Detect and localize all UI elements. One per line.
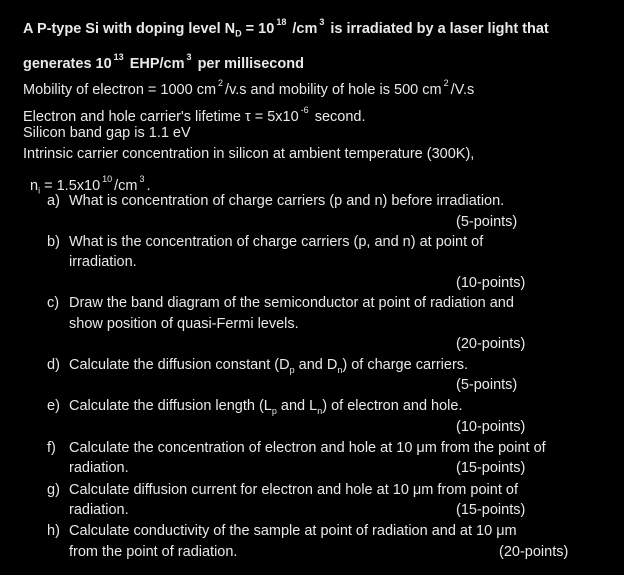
question-g: g) Calculate diffusion current for electron and hole at 10 μm from point of [47,482,518,498]
question-h: h) Calculate conductivity of the sample at point of radiation and at 10 μm [47,523,517,539]
question-g-cont: radiation. [69,502,129,518]
lifetime-given: Electron and hole carrier's lifetime τ = 5x10 $^{-6}$ second. [23,105,366,125]
question-g-points: (15-points) [456,502,526,518]
question-f-points: (15-points) [456,460,526,476]
mobility-given: Mobility of electron = 1000 cm $^2$ /v.s and mobility of hole is 500 cm $^2$ /V.s [23,78,475,98]
bandgap-given: Silicon band gap is 1.1 eV [23,125,191,141]
question-e: e) Calculate the diffusion length ($L_p$ and $L_n$) of electron and hole. [47,398,463,416]
question-h-points: (20-points) [499,544,569,560]
ni-value: $n_i = 1.5x10$ $^{10}$ /cm $^3$ . [30,174,151,196]
question-c-points: (20-points) [456,336,526,352]
question-f: f) Calculate the concentration of electron and hole at 10 μm from the point of [47,440,546,456]
question-c: c) Draw the band diagram of the semiconductor at point of radiation and [47,295,514,311]
question-b-cont: irradiation. [69,254,137,270]
question-b-points: (10-points) [456,275,526,291]
question-f-cont: radiation. [69,460,129,476]
question-a-points: (5-points) [456,214,518,230]
question-e-points: (10-points) [456,419,526,435]
problem-title-line1: A P-type Si with doping level $N_D = 10$ $^{18}$ /cm $^3$ is irradiated by a laser light that [23,17,549,39]
intrinsic-concentration-given: Intrinsic carrier concentration in silicon at ambient temperature (300K), [23,146,475,162]
question-d: d) Calculate the diffusion constant ($D_p$ and $D_n$) of charge carriers. [47,357,469,375]
question-b: b) What is the concentration of charge carriers (p, and n) at point of [47,234,484,250]
question-a: a) What is concentration of charge carriers (p and n) before irradiation. [47,193,505,209]
question-d-points: (5-points) [456,377,518,393]
problem-title-line2: generates 10 $^{13}$ EHP/cm $^3$ per millisecond [23,52,304,72]
question-c-cont: show position of quasi-Fermi levels. [69,316,299,332]
question-h-cont: from the point of radiation. [69,544,238,560]
